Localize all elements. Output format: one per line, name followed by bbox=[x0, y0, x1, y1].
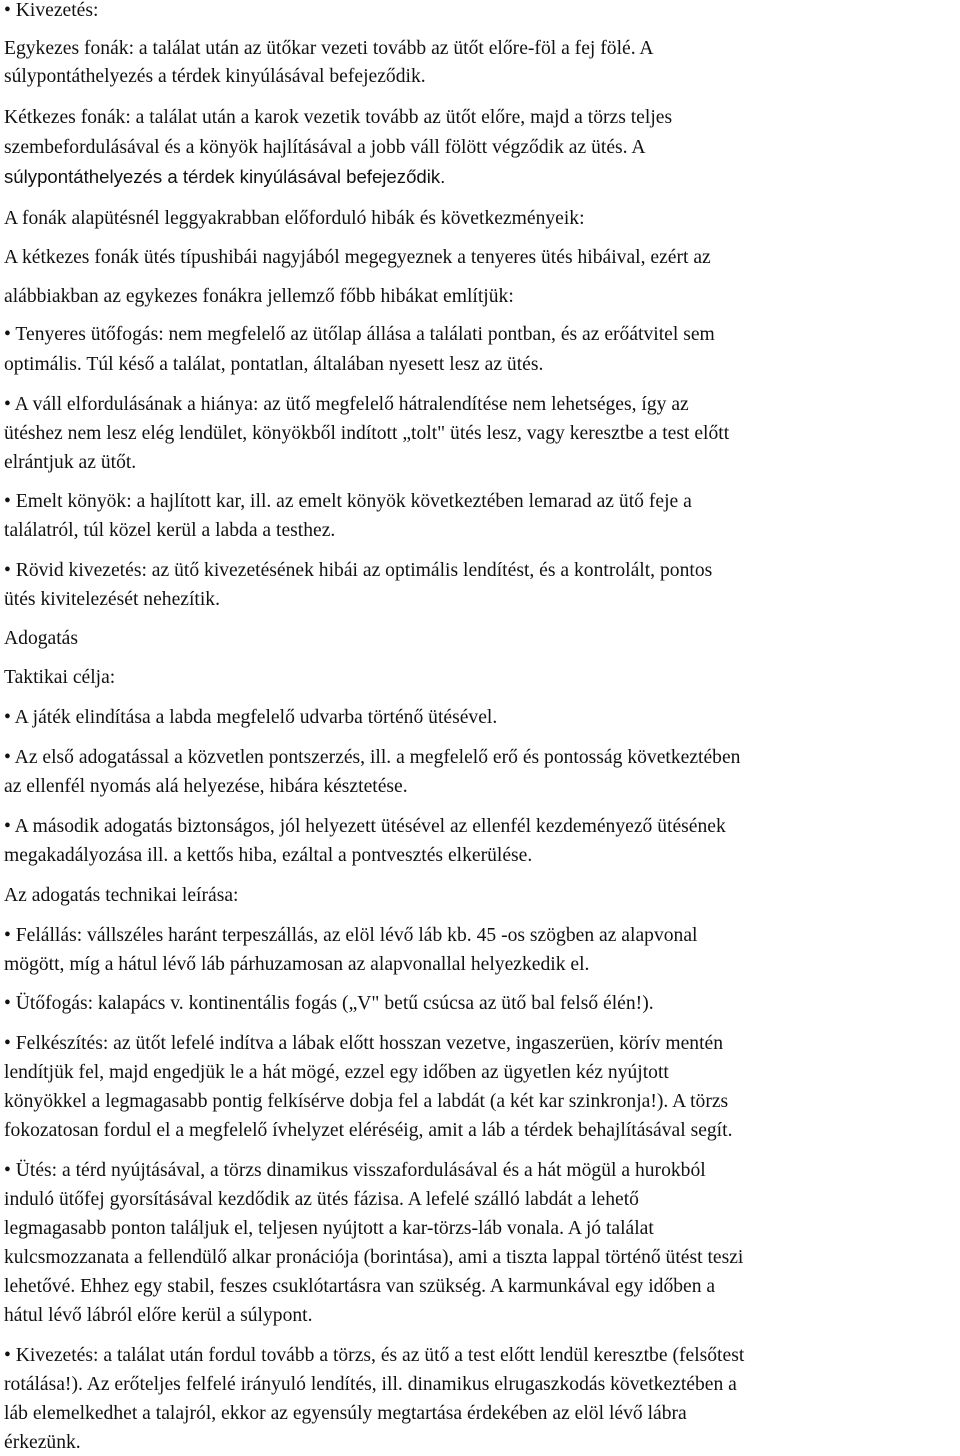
bullet-line: • Tenyeres ütőfogás: nem megfelelő az ütőlap állása a találati pontban, és az erőátvitel sem bbox=[4, 324, 715, 345]
bullet-line: • Ütés: a térd nyújtásával, a törzs dinamikus visszafordulásával és a hát mögül a hurokból bbox=[4, 1160, 706, 1181]
text-line: Egykezes fonák: a találat után az ütőkar vezeti tovább az ütőt előre-föl a fej fölé. A bbox=[4, 38, 654, 59]
text-line: induló ütőfej gyorsításával kezdődik az ütés fázisa. A lefelé szálló labdát a lehető bbox=[4, 1189, 639, 1210]
text-line: szembefordulásával és a könyök hajlításával a jobb váll fölött végződik az ütés. A bbox=[4, 137, 646, 158]
bullet-line: • Ütőfogás: kalapács v. kontinentális fogás („V" betű csúcsa az ütő bal felső élén!). bbox=[4, 993, 654, 1014]
text-line: fokozatosan fordul el a megfelelő ívhelyzet eléréséig, amit a láb a térdek behajlításával segít. bbox=[4, 1120, 733, 1141]
text-line: megakadályozása ill. a kettős hiba, ezáltal a pontvesztés elkerülése. bbox=[4, 845, 533, 866]
text-line: láb elemelkedhet a talajról, ekkor az egyensúly megtartása érdekében az elöl lévő lábra bbox=[4, 1403, 687, 1424]
section-heading-adogatas: Adogatás bbox=[4, 628, 79, 649]
text-line: Kétkezes fonák: a találat után a karok vezetik tovább az ütőt előre, majd a törzs teljes bbox=[4, 107, 673, 128]
text-line: legmagasabb ponton találjuk el, teljesen nyújtott a kar-törzs-láb vonala. A jó találat bbox=[4, 1218, 654, 1239]
section-heading: A fonák alapütésnél leggyakrabban előforduló hibák és következményeik: bbox=[4, 208, 585, 229]
subheading: Taktikai célja: bbox=[4, 667, 116, 688]
bullet-line: • A váll elfordulásának a hiánya: az ütő megfelelő hátralendítése nem lehetséges, így az bbox=[4, 394, 689, 415]
text-line: mögött, míg a hátul lévő láb párhuzamosan az alapvonallal helyezkedik el. bbox=[4, 954, 590, 975]
text-line: A kétkezes fonák ütés típushibái nagyjából megegyeznek a tenyeres ütés hibáival, ezért az bbox=[4, 247, 711, 268]
text-line: lehetővé. Ehhez egy stabil, feszes csuklótartásra van szükség. A karmunkával egy időben a bbox=[4, 1276, 716, 1297]
bullet-line: • Felkészítés: az ütőt lefelé indítva a lábak előtt hosszan vezetve, ingaszerüen, körív mentén bbox=[4, 1033, 724, 1054]
bullet-line: • Emelt könyök: a hajlított kar, ill. az emelt könyök következtében lemarad az ütő feje a bbox=[4, 491, 692, 512]
text-line: súlypontáthelyezés a térdek kinyúlásával befejeződik. bbox=[4, 66, 426, 87]
text-line: az ellenfél nyomás alá helyezése, hibára késztetése. bbox=[4, 776, 408, 797]
text-line: érkezünk. bbox=[4, 1432, 81, 1453]
text-line: könyökkel a legmagasabb pontig felkísérve dobja fel a labdát (a két kar szinkronja!). A törzs bbox=[4, 1091, 729, 1112]
text-line: ütés kivitelezését nehezítik. bbox=[4, 589, 220, 610]
text-line: lendítjük fel, majd engedjük le a hát mögé, ezzel egy időben az ügyetlen kéz nyújtott bbox=[4, 1062, 669, 1083]
subheading: Az adogatás technikai leírása: bbox=[4, 885, 239, 906]
bullet-line: • Rövid kivezetés: az ütő kivezetésének hibái az optimális lendítést, és a kontrolált, pontos bbox=[4, 560, 713, 581]
bullet-line: • Az első adogatással a közvetlen pontszerzés, ill. a megfelelő erő és pontosság következtében bbox=[4, 747, 741, 768]
text-line: alábbiakban az egykezes fonákra jellemző főbb hibákat említjük: bbox=[4, 286, 514, 307]
bullet-line: • A második adogatás biztonságos, jól helyezett ütésével az ellenfél kezdeményező ütésének bbox=[4, 816, 726, 837]
text-line: elrántjuk az ütőt. bbox=[4, 452, 137, 473]
text-line: kulcsmozzanata a fellendülő alkar pronációja (borintása), ami a tiszta lappal történő ütést teszi bbox=[4, 1247, 744, 1268]
text-line: súlypontáthelyezés a térdek kinyúlásával befejeződik. bbox=[4, 166, 446, 187]
bullet-line-kivezetes-heading: • Kivezetés: bbox=[4, 0, 99, 21]
bullet-line: • Felállás: vállszéles haránt terpeszállás, az elöl lévő láb kb. 45 -os szögben az alapvonal bbox=[4, 925, 698, 946]
text-line: ütéshez nem lesz elég lendület, könyökből indított „tolt" ütés lesz, vagy keresztbe a test előtt bbox=[4, 423, 730, 444]
text-line: optimális. Túl késő a találat, pontatlan, általában nyesett lesz az ütés. bbox=[4, 354, 544, 375]
text-line: hátul lévő lábról előre kerül a súlypont. bbox=[4, 1305, 313, 1326]
text-line: rotálása!). Az erőteljes felfelé irányuló lendítés, ill. dinamikus elrugaszkodás következtében a bbox=[4, 1374, 737, 1395]
bullet-line: • A játék elindítása a labda megfelelő udvarba történő ütésével. bbox=[4, 707, 498, 728]
text-line: találatról, túl közel kerül a labda a testhez. bbox=[4, 520, 336, 541]
bullet-line: • Kivezetés: a találat után fordul tovább a törzs, és az ütő a test előtt lendül keresztbe (felsőtest bbox=[4, 1345, 745, 1366]
